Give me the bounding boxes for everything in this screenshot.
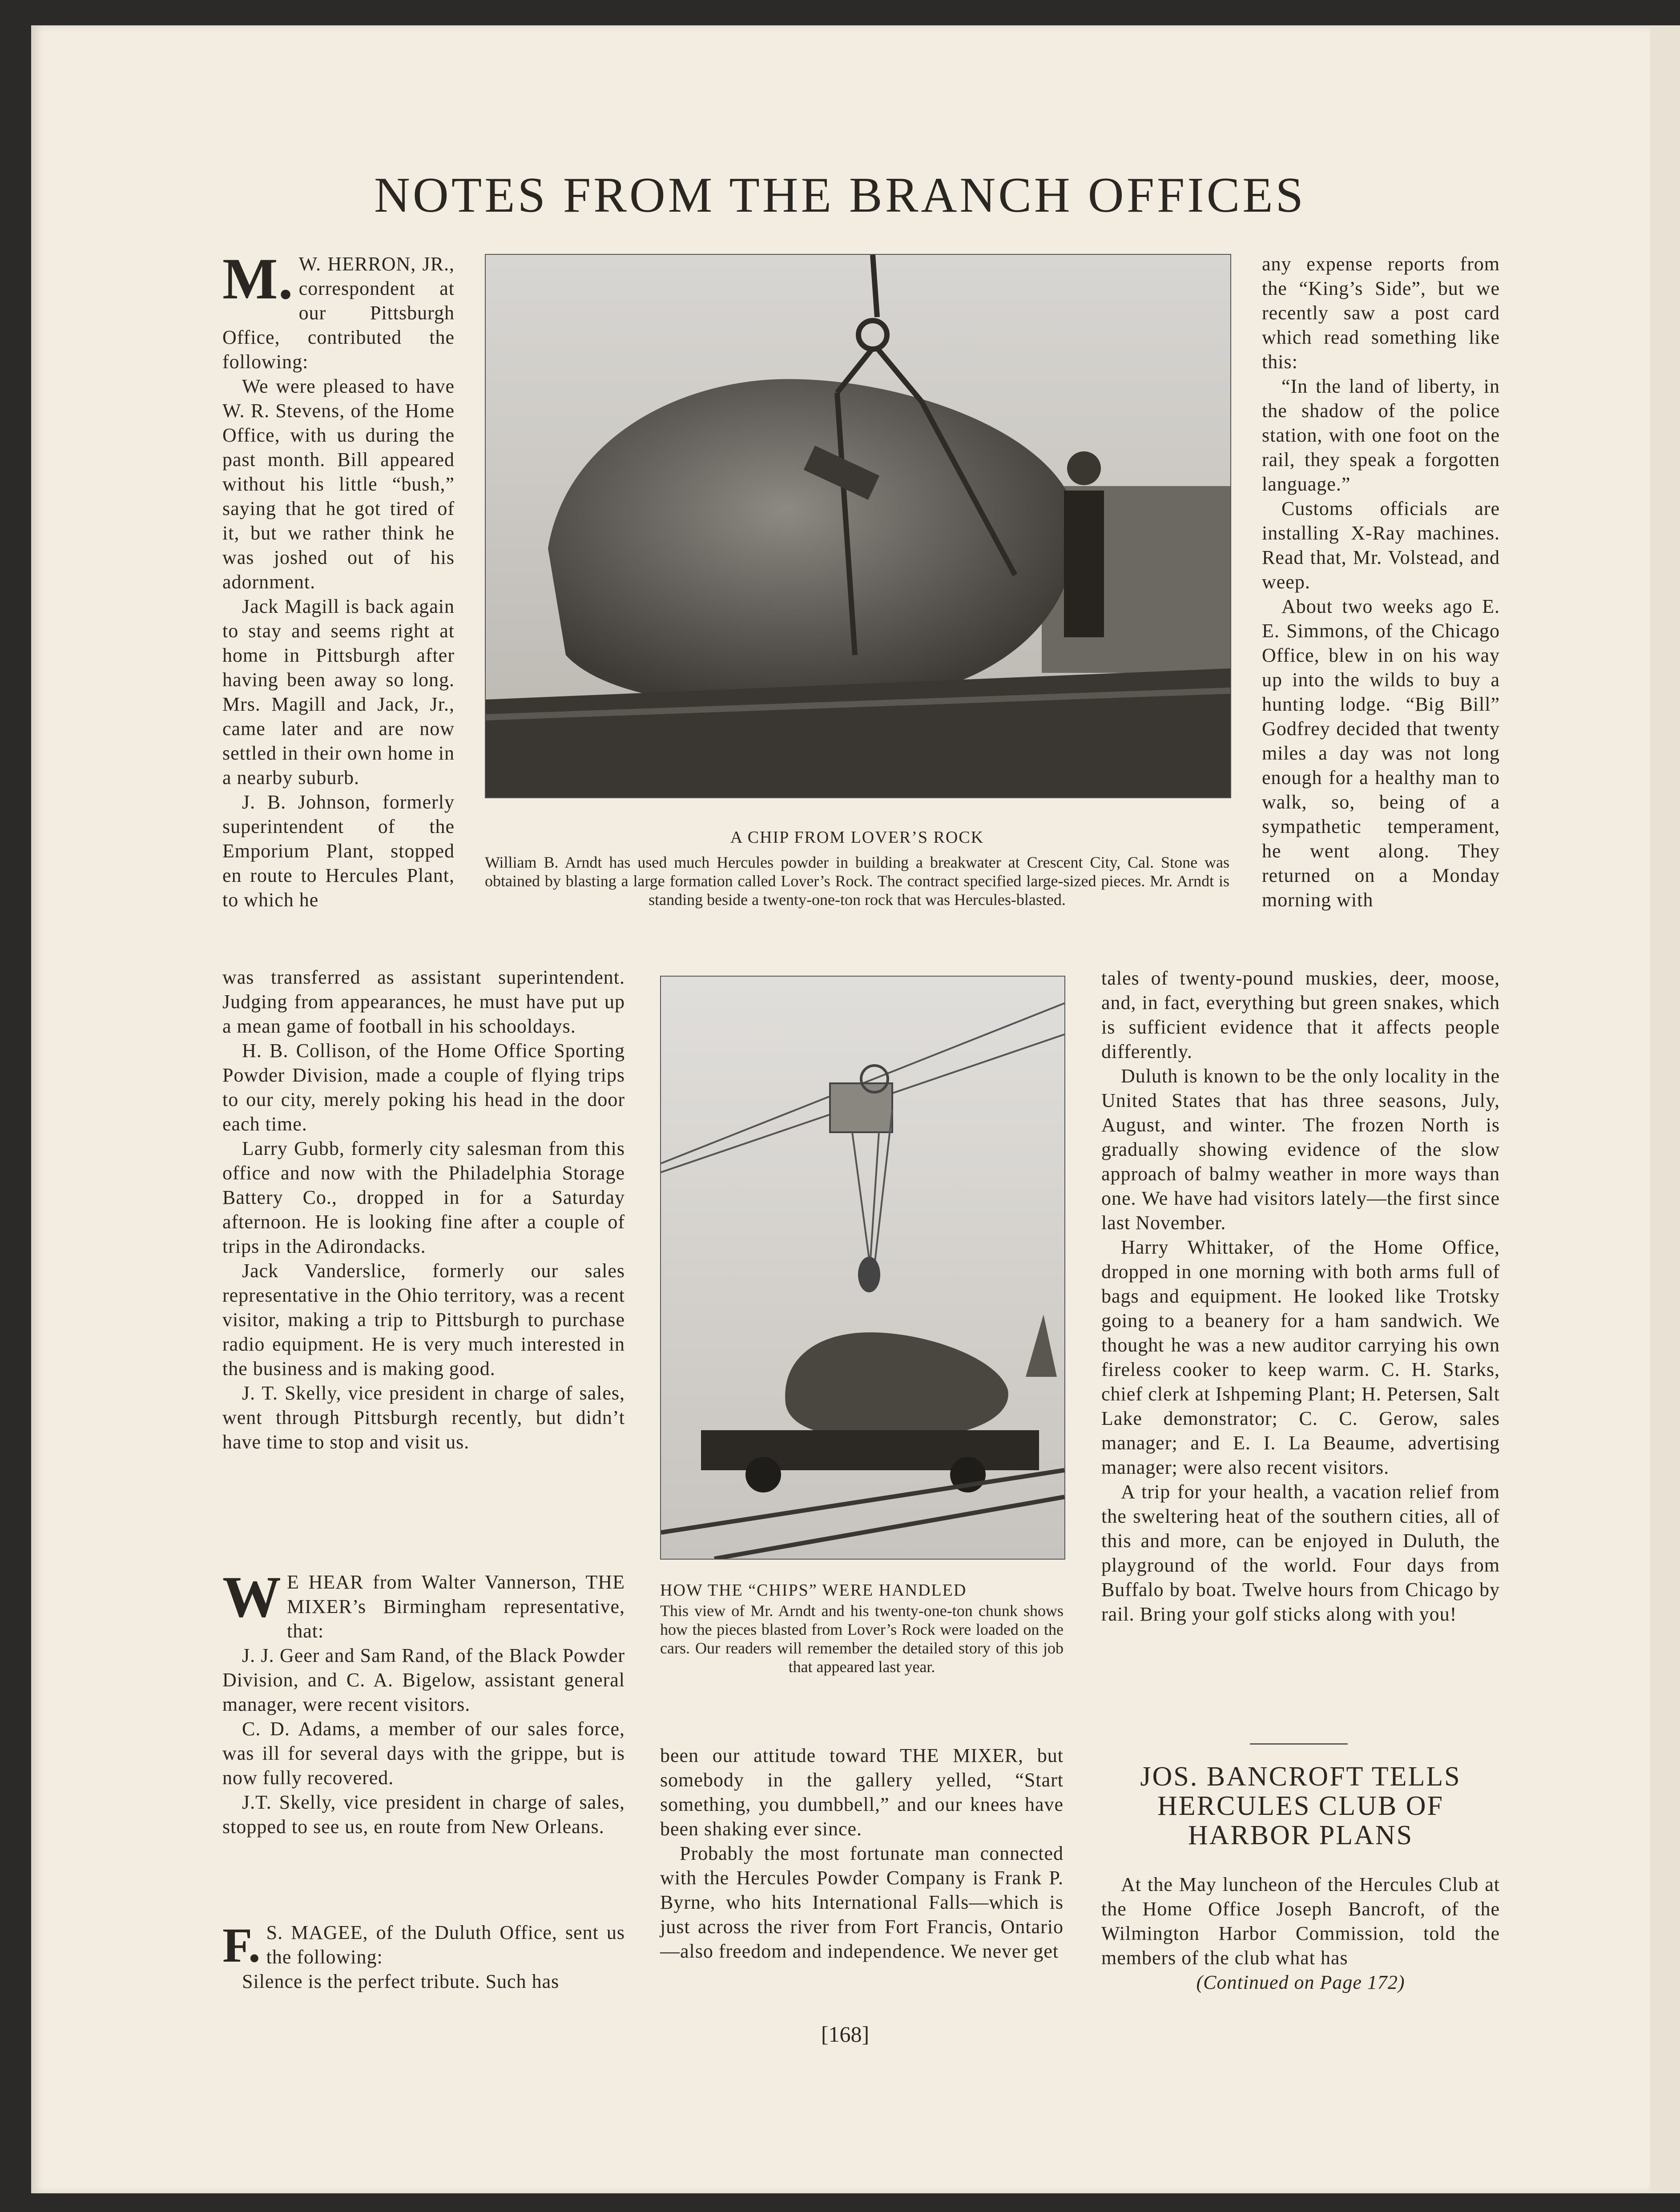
paragraph: J. T. Skelly, vice president in charge of sales, went through Pittsburgh recently, but didn’t have time to stop and visit us. bbox=[222, 1382, 625, 1453]
paragraph: Customs officials are installing X-Ray machines. Read that, Mr. Volstead, and weep. bbox=[1262, 498, 1500, 593]
middle-column-bottom bbox=[660, 1743, 1064, 1963]
article-headline: JOS. BANCROFT TELLS HERCULES CLUB OF HARBOR PLANS bbox=[1140, 1762, 1461, 1850]
paragraph: We were pleased to have W. R. Stevens, of the Home Office, with us during the past month. Bill appeared without his little “bush,” saying that he got tired of it, but we rather think he was joshed out of his adornment. bbox=[222, 375, 455, 593]
paragraph: C. D. Adams, a member of our sales force, was ill for several days with the grippe, but is now fully recovered. bbox=[222, 1718, 625, 1789]
drop-cap: F. bbox=[222, 1918, 261, 1972]
paragraph: A trip for your health, a vacation relief from the sweltering heat of the southern cities, all of this and more, can be enjoyed in Duluth, the playground of the world. Four days from Buffalo by boat. Twelve hours from Chicago by rail. Bring your golf sticks along with you! bbox=[1101, 1481, 1500, 1625]
facing-page-edge bbox=[1650, 25, 1680, 2193]
paragraph: W E HEAR from Walter Vannerson, THE MIXER’s Birmingham representative, that: bbox=[222, 1564, 625, 1642]
continued-note: (Continued on Page 172) bbox=[1196, 1971, 1405, 1993]
caption-title: A CHIP FROM LOVER’S ROCK bbox=[730, 828, 984, 847]
paragraph: tales of twenty-pound muskies, deer, moose, and, in fact, everything but green snakes, which is sufficient evidence that it affects people differently. bbox=[1101, 967, 1500, 1062]
paragraph: “In the land of liberty, in the shadow of the police station, with one foot on the rail, they speak a forgotten language.” bbox=[1262, 375, 1500, 495]
paragraph: Harry Whittaker, of the Home Office, dropped in one morning with both arms full of bags and equipment. He looked like Trotsky going to a beanery for a ham sandwich. We thought he was a new auditor carrying his own fireless cooker to keep warm. C. H. Starks, chief clerk at Ishpeming Plant; H. Petersen, Salt Lake demonstrator; C. C. Gerow, sales manager; and E. I. La Beaume, advertising manager; were also recent visitors. bbox=[1101, 1236, 1500, 1478]
photo-lovers-rock-boulder bbox=[485, 254, 1231, 798]
right-column-bottom bbox=[1101, 966, 1500, 1626]
paragraph: J.T. Skelly, vice president in charge of sales, stopped to see us, en route from New Orleans. bbox=[222, 1791, 625, 1838]
paragraph: was transferred as assistant superintendent. Judging from appearances, he must have put up a mean game of football in his schooldays. bbox=[222, 966, 625, 1037]
paragraph: F. S. MAGEE, of the Duluth Office, sent us the following: bbox=[222, 1918, 625, 1972]
bancroft-article bbox=[1101, 1762, 1500, 1995]
right-column-top bbox=[1262, 252, 1500, 912]
paragraph: At the May luncheon of the Hercules Club at the Home Office Joseph Bancroft, of the Wilmington Harbor Commission, told the members of the club what has bbox=[1101, 1874, 1500, 1969]
paragraph: Probably the most fortunate man connected with the Hercules Powder Company is Frank P. Byrne, who hits International Falls—which is just across the river from Fort Francis, Ontario—also freedom and independence. We never get bbox=[660, 1842, 1064, 1962]
caption-text: This view of Mr. Arndt and his twenty-one-ton chunk shows how the pieces blasted from Lover’s Rock were loaded on the cars. Our readers will remember the detailed story of this job that appeared last year. bbox=[660, 1602, 1064, 1676]
photo-loading-rock-on-flatcar bbox=[660, 976, 1065, 1560]
birmingham-section bbox=[222, 1564, 625, 1839]
paragraph: Duluth is known to be the only locality in the United States that has three seasons, July, August, and winter. The frozen North is gradually showing evidence of the slow approach of balmy weather in more ways than one. We have had visitors lately—the first since last November. bbox=[1101, 1065, 1500, 1234]
left-column-top bbox=[222, 246, 455, 912]
paragraph: About two weeks ago E. E. Simmons, of the Chicago Office, blew in on his way up into the wilds to buy a hunting lodge. “Big Bill” Godfrey decided that twenty miles a day was not long enough for a healthy man to walk, so, being of a sympathetic temperament, he went along. They returned on a Monday morning with bbox=[1262, 595, 1500, 911]
paragraph: Jack Magill is back again to stay and seems right at home in Pittsburgh after having been away so long. Mrs. Magill and Jack, Jr., came later and are now settled in their own home in a nearby suburb. bbox=[222, 595, 455, 788]
page-number: [168] bbox=[821, 2022, 870, 2047]
paragraph: M. W. HERRON, JR., correspondent at our Pittsburgh Office, contributed the following: bbox=[222, 246, 455, 373]
paragraph: Silence is the perfect tribute. Such has bbox=[242, 1971, 560, 1992]
paragraph: Jack Vanderslice, formerly our sales representative in the Ohio territory, was a recent visitor, making a trip to Pittsburgh to purchase radio equipment. He is very much interested in the business and is making good. bbox=[222, 1260, 625, 1379]
paragraph: J. B. Johnson, formerly superintendent of the Emporium Plant, stopped en route to Hercules Plant, to which he bbox=[222, 791, 455, 911]
duluth-section-start bbox=[222, 1920, 625, 1994]
caption-text: William B. Arndt has used much Hercules powder in building a breakwater at Crescent City, Cal. Stone was obtained by blasting a large formation called Lover’s Rock. The contract specified large-sized pieces. Mr. Arndt is standing beside a twenty-one-ton rock that was Hercules-blasted. bbox=[485, 853, 1229, 909]
paragraph: Larry Gubb, formerly city salesman from this office and now with the Philadelphia Storage Battery Co., dropped in for a Saturday afternoon. He is looking fine after a couple of trips in the Adirondacks. bbox=[222, 1138, 625, 1257]
section-divider bbox=[1250, 1743, 1348, 1745]
paragraph: J. J. Geer and Sam Rand, of the Black Powder Division, and C. A. Bigelow, assistant general manager, were recent visitors. bbox=[222, 1645, 625, 1715]
page-title: NOTES FROM THE BRANCH OFFICES bbox=[374, 168, 1306, 223]
drop-cap: M. bbox=[222, 246, 294, 311]
photo2-caption bbox=[660, 1581, 1064, 1676]
drop-cap: W bbox=[222, 1564, 282, 1629]
paragraph: H. B. Collison, of the Home Office Sporting Powder Division, made a couple of flying trips to our city, merely poking his head in the door each time. bbox=[222, 1040, 625, 1135]
caption-title: HOW THE “CHIPS” WERE HANDLED bbox=[660, 1581, 967, 1600]
left-column-bottom bbox=[222, 965, 625, 1454]
photo1-caption bbox=[485, 828, 1229, 909]
paragraph: any expense reports from the “King’s Side”, but we recently saw a post card which read something like this: bbox=[1262, 253, 1500, 373]
paragraph: been our attitude toward THE MIXER, but somebody in the gallery yelled, “Start something, you dumbbell,” and our knees have been shaking ever since. bbox=[660, 1745, 1064, 1840]
